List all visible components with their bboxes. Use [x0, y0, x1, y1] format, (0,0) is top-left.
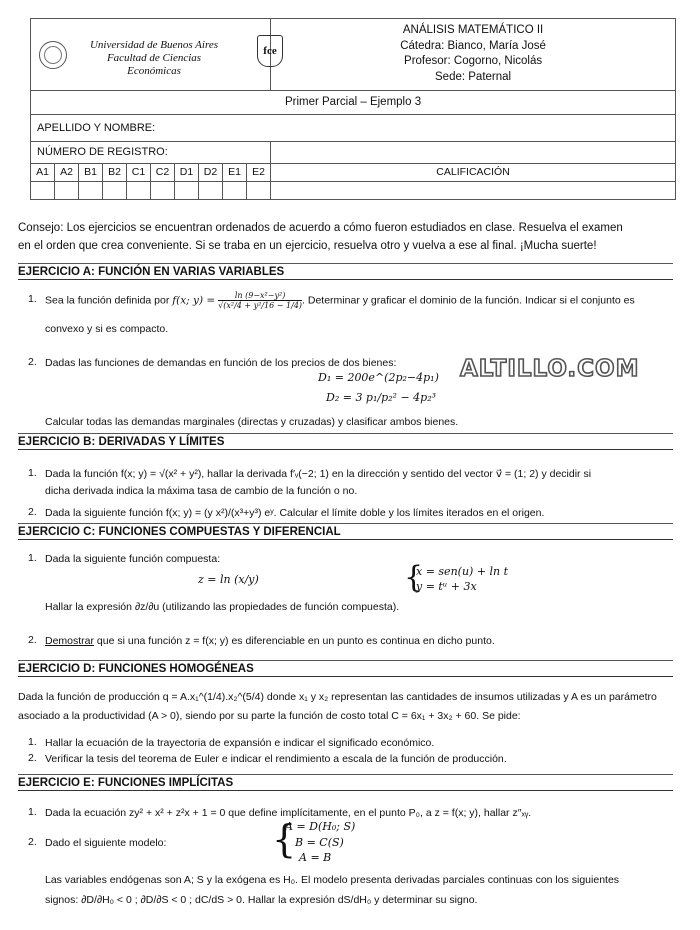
c2-rest: que si una función z = f(x; y) es diferenciable en un punto es continua en dicho punto. — [94, 635, 495, 647]
section-a-item-1 — [45, 291, 675, 310]
course-title: ANÁLISIS MATEMÁTICO II — [402, 24, 544, 37]
item-number: 1. — [28, 806, 37, 818]
calificacion-box[interactable] — [271, 181, 676, 199]
section-d-title: EJERCICIO D: FUNCIONES HOMOGÉNEAS — [18, 660, 673, 677]
c1-x-equation: x = sen(u) + ln t — [416, 565, 509, 578]
catedra: Cátedra: Bianco, María José — [400, 39, 546, 52]
grade-label: C2 — [151, 164, 175, 181]
b1-text: Dada la función f(x; y) = √(x² + y²), hallar la derivada f′ᵥ(−2; 1) en la dirección y sentido del vector v⃗ = (1; 2) y decidir si — [45, 468, 592, 480]
e2-brace: { — [272, 817, 297, 861]
university-line-3: Económicas — [127, 65, 181, 77]
advice-label: Consejo: — [18, 222, 64, 234]
item-number: 1. — [28, 293, 37, 305]
item-number: 2. — [28, 356, 37, 368]
grades-score-row — [31, 181, 676, 199]
grade-label: D2 — [199, 164, 223, 181]
d2-text: Verificar la tesis del teorema de Euler e indicar el rendimiento a escala de la función de producción. — [45, 753, 507, 765]
b2-text: Dada la siguiente función f(x; y) = (y x²)/(x³+y³) eʸ. Calcular el límite doble y los límites iterados en el origen. — [45, 507, 545, 519]
section-c-title: EJERCICIO C: FUNCIONES COMPUESTAS Y DIFERENCIAL — [18, 523, 673, 540]
grade-label: D1 — [175, 164, 199, 181]
section-a-title: EJERCICIO A: FUNCIÓN EN VARIAS VARIABLES — [18, 263, 673, 280]
grade-box[interactable] — [79, 181, 103, 199]
grade-box[interactable] — [247, 181, 271, 199]
item-number: 2. — [28, 752, 37, 764]
section-e-title: EJERCICIO E: FUNCIONES IMPLÍCITAS — [18, 774, 673, 791]
grade-label: C1 — [127, 164, 151, 181]
item-number: 2. — [28, 506, 37, 518]
grade-box[interactable] — [175, 181, 199, 199]
grade-box[interactable] — [55, 181, 79, 199]
grade-label: B1 — [79, 164, 103, 181]
c1-line-3: Hallar la expresión ∂z/∂u (utilizando las propiedades de función compuesta). — [45, 601, 400, 613]
e2-model-eq-1: A = D(H₀; S) — [285, 820, 356, 833]
grades-row — [31, 164, 676, 181]
item-number: 1. — [28, 736, 37, 748]
c1-brace: { — [404, 560, 424, 595]
grade-box[interactable] — [31, 181, 55, 199]
grade-label: E2 — [247, 164, 271, 181]
item-number: 2. — [28, 634, 37, 646]
a1-pre: Sea la función definida por — [45, 294, 173, 307]
a1-function: f(x; y) = — [172, 294, 216, 307]
a2-equation-d2: D₂ = 3 p₁/p₂² − 4p₂³ — [326, 391, 437, 404]
c1-y-equation: y = tᵘ + 3x — [416, 580, 477, 593]
a2-equation-d1: D₁ = 200e^(2p₂−4p₁) — [318, 371, 439, 384]
c2-text — [45, 634, 495, 648]
a1-fraction-numerator: ln (9−x²−y²) — [234, 291, 286, 300]
grade-label: A2 — [55, 164, 79, 181]
advice-paragraph — [18, 219, 678, 255]
d-intro-line-1: Dada la función de producción q = A.x₁^(1/4).x₂^(5/4) donde x₁ y x₂ representan las cantidades de insumos utilizadas y A es un parámetro — [18, 691, 657, 703]
university-line-2: Facultad de Ciencias — [106, 52, 202, 64]
a1-line-2: convexo y si es compacto. — [45, 323, 169, 335]
university-seal-icon — [39, 41, 67, 69]
c2-underlined: Demostrar — [45, 635, 95, 647]
fce-logo-text: fce — [263, 45, 277, 57]
registro-field[interactable]: NÚMERO DE REGISTRO: — [31, 141, 271, 163]
exam-header-table — [30, 18, 676, 200]
b1-line-2: dicha derivada indica la máxima tasa de cambio de la función o no. — [45, 485, 358, 497]
d-intro-line-2: asociado a la productividad (A > 0), siendo por su parte la función de costo total C = 6x₁ + 3x₂ + 60. Se pide: — [18, 710, 521, 722]
section-b-title: EJERCICIO B: DERIVADAS Y LÍMITES — [18, 433, 673, 450]
a1-post: . Determinar y graficar el dominio de la función. Indicar si el conjunto es — [302, 294, 635, 307]
a2-text: Dadas las funciones de demandas en función de los precios de dos bienes: — [45, 357, 397, 369]
advice-line-2: en el orden que crea conveniente. Si se traba en un ejercicio, resuelva otro y vuelva a ese al final. ¡Mucha suerte! — [18, 240, 597, 252]
university-cell — [31, 19, 277, 91]
e2-line-3: Las variables endógenas son A; S y la exógena es H₀. El modelo presenta derivadas parciales continuas con los siguientes — [45, 874, 620, 886]
item-number: 2. — [28, 836, 37, 848]
grade-box[interactable] — [151, 181, 175, 199]
grade-label: B2 — [103, 164, 127, 181]
grade-box[interactable] — [127, 181, 151, 199]
watermark: ALTILLO.COM — [460, 356, 640, 382]
c1-text: Dada la siguiente función compuesta: — [45, 553, 221, 565]
a1-fraction — [218, 291, 302, 310]
d1-text: Hallar la ecuación de la trayectoria de expansión e indicar el significado económico. — [45, 737, 435, 749]
item-number: 1. — [28, 552, 37, 564]
name-field[interactable]: APELLIDO Y NOMBRE: — [31, 115, 676, 142]
sede: Sede: Paternal — [435, 70, 512, 83]
item-number: 1. — [28, 467, 37, 479]
grade-label: A1 — [31, 164, 55, 181]
e2-line-4: signos: ∂D/∂H₀ < 0 ; ∂D/∂S < 0 ; dC/dS > 0. Hallar la expresión dS/dH₀ y determinar su signo. — [45, 894, 478, 906]
e1-text: Dada la ecuación zy² + x² + z²x + 1 = 0 que define implícitamente, en el punto P₀, a z = f(x; y), hallar z″ₓᵧ. — [45, 807, 532, 819]
e2-model-eq-2: B = C(S) — [295, 836, 344, 849]
exam-title: Primer Parcial – Ejemplo 3 — [31, 90, 676, 115]
university-name — [79, 39, 229, 78]
c1-z-equation: z = ln (x/y) — [198, 573, 259, 586]
grade-box[interactable] — [199, 181, 223, 199]
calificacion-label: CALIFICACIÓN — [271, 164, 676, 181]
grade-box[interactable] — [103, 181, 127, 199]
university-line-1: Universidad de Buenos Aires — [89, 39, 218, 51]
fce-logo-icon — [257, 35, 283, 67]
a2-line-3: Calcular todas las demandas marginales (directas y cruzadas) y clasificar ambos bienes. — [45, 416, 459, 428]
course-info-cell — [271, 19, 676, 91]
grade-label: E1 — [223, 164, 247, 181]
a1-fraction-denominator: √(x²/4 + y²/16 − 1/4) — [218, 301, 303, 310]
profesor: Profesor: Cogorno, Nicolás — [404, 55, 543, 68]
grade-box[interactable] — [223, 181, 247, 199]
e2-text: Dado el siguiente modelo: — [45, 837, 167, 849]
advice-line-1: Los ejercicios se encuentran ordenados de acuerdo a cómo fueron estudiados en clase. Resuelva el examen — [63, 222, 623, 234]
e2-model-eq-3: A = B — [299, 851, 332, 864]
